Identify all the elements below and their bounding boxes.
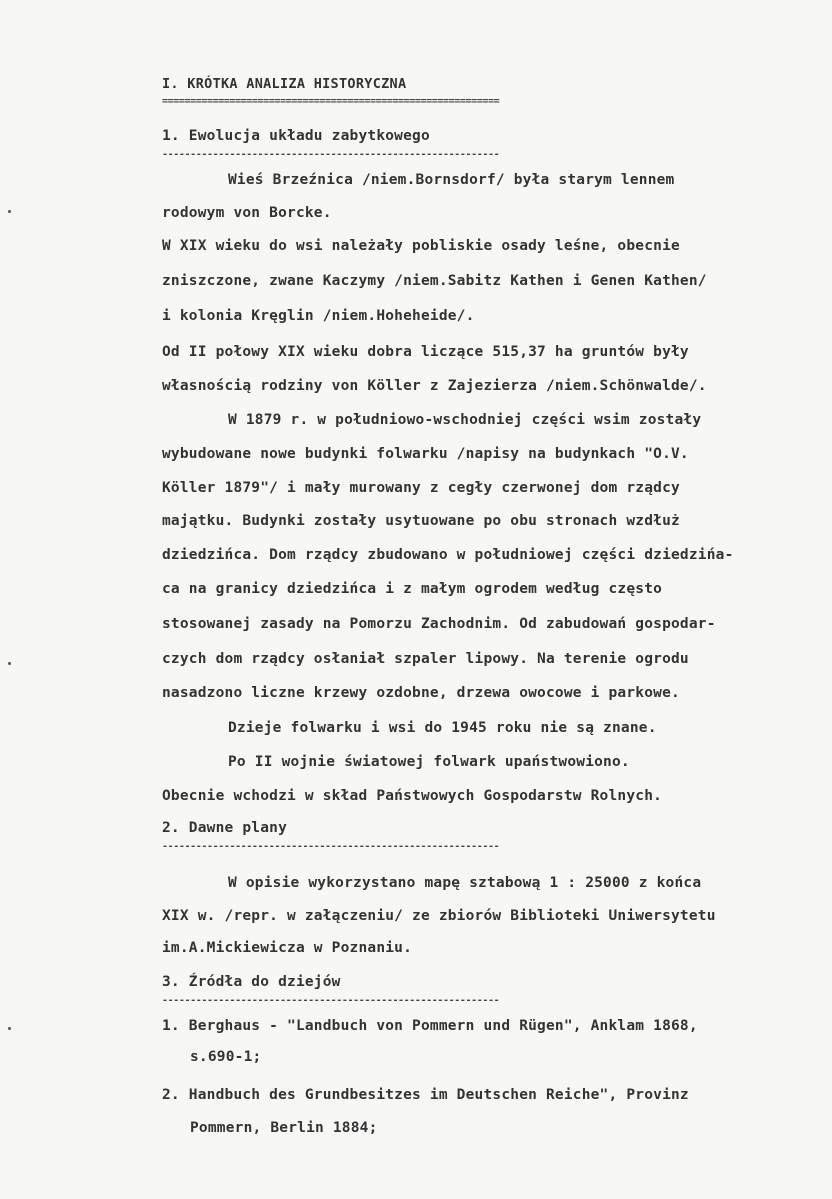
section-heading-1: 1. Ewolucja układu zabytkowego — [162, 128, 430, 144]
paragraph-line: rodowym von Borcke. — [162, 205, 332, 221]
source-list-item-continuation: s.690-1; — [190, 1049, 262, 1065]
source-list-item-continuation: Pommern, Berlin 1884; — [190, 1120, 378, 1136]
section-heading-3: 3. Źródła do dziejów — [162, 974, 341, 990]
title-double-underline: ============================================================ — [162, 96, 500, 107]
section-heading-2: 2. Dawne plany — [162, 820, 288, 836]
paragraph-line: Od II połowy XIX wieku dobra liczące 515,37 ha gruntów były — [162, 344, 689, 360]
paragraph-line: czych dom rządcy osłaniał szpaler lipowy. Na terenie ogrodu — [162, 651, 689, 667]
margin-mark — [8, 210, 11, 213]
source-list-item: 1. Berghaus - "Landbuch von Pommern und Rügen", Anklam 1868, — [162, 1018, 698, 1034]
margin-mark — [8, 662, 11, 665]
paragraph-line: własnością rodziny von Köller z Zajezierza /niem.Schönwalde/. — [162, 378, 707, 394]
paragraph-line: W 1879 r. w południowo-wschodniej części wsim zostały — [228, 412, 702, 428]
paragraph-line: majątku. Budynki zostały usytuowane po obu stronach wzdłuż — [162, 513, 680, 529]
margin-mark — [8, 1027, 11, 1030]
paragraph-line: XIX w. /repr. w załączeniu/ ze zbiorów Biblioteki Uniwersytetu — [162, 908, 716, 924]
section-1-underline: ------------------------------------------------------------ — [162, 149, 500, 160]
section-2-underline: ------------------------------------------------------------ — [162, 841, 500, 852]
paragraph-line: ca na granicy dziedzińca i z małym ogrodem według często — [162, 581, 663, 597]
paragraph-line: W opisie wykorzystano mapę sztabową 1 : 25000 z końca — [228, 875, 702, 891]
paragraph-line: Obecnie wchodzi w skład Państwowych Gospodarstw Rolnych. — [162, 788, 663, 804]
paragraph-line: Dzieje folwarku i wsi do 1945 roku nie są znane. — [228, 720, 657, 736]
paragraph-line: dziedzińca. Dom rządcy zbudowano w południowej części dziedzińa- — [162, 547, 734, 563]
section-3-underline: ------------------------------------------------------------ — [162, 995, 500, 1006]
paragraph-line: im.A.Mickiewicza w Poznaniu. — [162, 940, 413, 956]
paragraph-line: nasadzono liczne krzewy ozdobne, drzewa owocowe i parkowe. — [162, 685, 680, 701]
paragraph-line: stosowanej zasady na Pomorzu Zachodnim. Od zabudowań gospodar- — [162, 616, 716, 632]
paragraph-line: zniszczone, zwane Kaczymy /niem.Sabitz Kathen i Genen Kathen/ — [162, 273, 707, 289]
paragraph-line: Wieś Brzeźnica /niem.Bornsdorf/ była starym lennem — [228, 172, 675, 188]
source-list-item: 2. Handbuch des Grundbesitzes im Deutschen Reiche", Provinz — [162, 1087, 689, 1103]
paragraph-line: Köller 1879"/ i mały murowany z cegły czerwonej dom rządcy — [162, 480, 680, 496]
paragraph-line: Po II wojnie światowej folwark upaństwowiono. — [228, 754, 630, 770]
document-title: I. KRÓTKA ANALIZA HISTORYCZNA — [162, 76, 407, 92]
paragraph-line: i kolonia Kręglin /niem.Hoheheide/. — [162, 308, 475, 324]
paragraph-line: wybudowane nowe budynki folwarku /napisy na budynkach "O.V. — [162, 446, 689, 462]
paragraph-line: W XIX wieku do wsi należały pobliskie osady leśne, obecnie — [162, 238, 680, 254]
